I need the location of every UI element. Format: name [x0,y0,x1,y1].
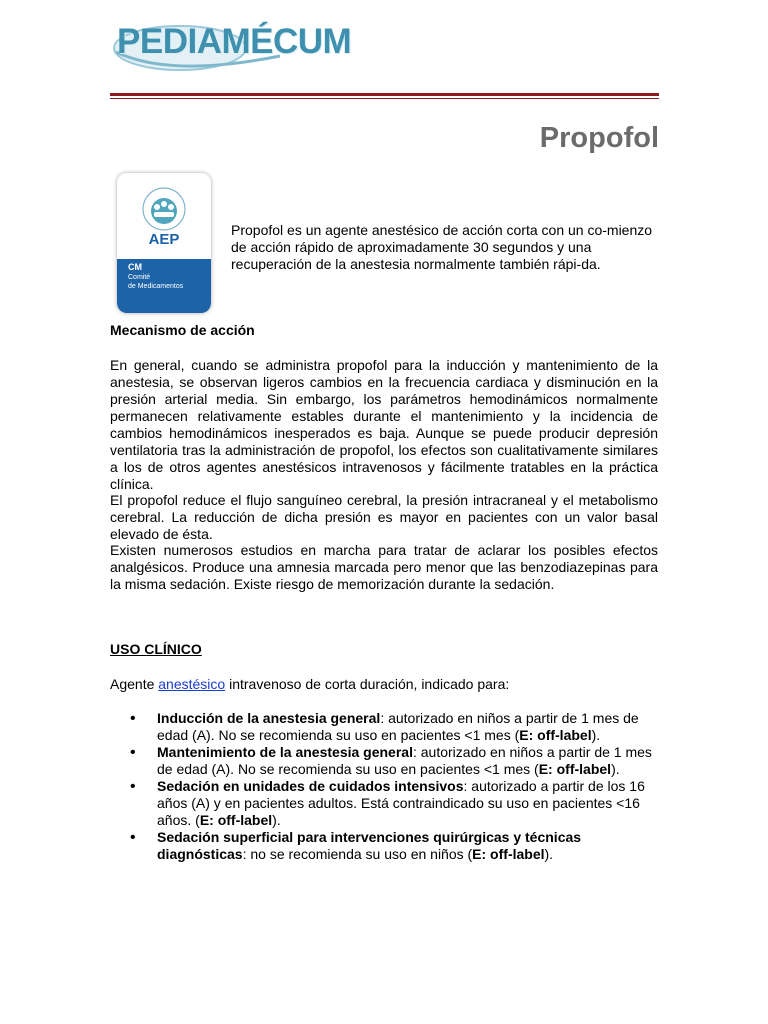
bullet-icon: • [130,829,136,846]
item-title: Sedación en unidades de cuidados intensivos [157,778,464,794]
mecanismo-heading: Mecanismo de acción [110,322,255,338]
logo-text: PEDIAMÉCUM [117,22,352,61]
item-text: : autorizado en niños a partir de 1 mes de edad (A). No se recomienda su uso en pacientes <1 mes ( [157,744,652,777]
list-item [110,778,660,829]
badge-line2: de Medicamentos [128,283,184,290]
page-title: Propofol [539,122,659,154]
intro-text: Propofol es un agente anestésico de acción corta con un co-mienzo de acción rápido de aproximadamente 30 segundos y una recuperación de la anestesia normalmente también rápi-da. [231,222,653,272]
agente-suffix: intravenoso de corta duración, indicado para: [225,676,510,692]
item-title: Sedación superficial para intervenciones quirúrgicas y técnicas diagnósticas [157,829,582,862]
bullet-icon: • [130,710,136,727]
aep-emblem-icon [117,173,211,233]
badge-line1: Comité [128,274,151,281]
aep-badge [117,173,211,313]
item-text: : autorizado a partir de los 16 años (A) y en pacientes adultos. Está contraindicado su uso en pacientes <16 años. ( [157,778,645,828]
bullet-icon: • [130,778,136,795]
item-tag: E: off-label [199,812,273,828]
indications-list [110,710,660,863]
mecanismo-paragraph-1: En general, cuando se administra propofol para la inducción y mantenimiento de la anestesia, se observan ligeros cambios en la frecuencia cardiaca y disminución en la presión arterial media. Sin embargo, los parámetros hemodinámicos normalmente permanecen relativamente estables durante el mantenimiento y la incidencia de cambios hemodinámicos inesperados es baja. Aunque se puede producir depresión ventilatoria tras la administración de propofol, los efectos son cualitativamente similares a los de otros agentes anestésicos intravenosos y fácilmente tratables en la práctica clínica. [110,357,658,492]
anestesico-link[interactable]: anestésico [158,676,226,692]
item-end: ). [611,761,620,777]
item-end: ). [591,727,601,743]
item-tag: E: off-label [519,727,592,743]
list-item [110,744,660,778]
mecanismo-paragraph-3: Existen numerosos estudios en marcha para tratar de aclarar los posibles efectos analgésicos. Produce una amnesia marcada pero menor que las benzodiazepinas para la misma sedación. Existe riesgo de memorización durante la sedación. [110,542,658,592]
item-title: Inducción de la anestesia general [157,710,381,726]
bullet-icon: • [130,744,136,761]
agente-prefix: Agente [110,676,159,692]
badge-acronym: AEP [148,231,180,248]
item-text: : no se recomienda su uso en niños ( [242,846,473,862]
item-title: Mantenimiento de la anestesia general [157,744,413,760]
list-item [110,829,660,863]
item-end: ). [272,812,281,828]
item-tag: E: off-label [538,761,612,777]
mecanismo-paragraph-2: El propofol reduce el flujo sanguíneo cerebral, la presión intracraneal y el metabolismo cerebral. La reducción de dicha presión es mayor en pacientes con un valor basal elevado de ésta. [110,492,658,542]
header-rule [110,93,659,96]
uso-clinico-heading: USO CLÍNICO [110,641,202,657]
list-item [110,710,660,744]
item-tag: E: off-label [472,846,545,862]
agente-line [110,676,509,692]
badge-cm: CM [128,262,142,272]
header-rule-thin [110,98,659,99]
item-end: ). [544,846,554,862]
item-text: : autorizado en niños a partir de 1 mes de edad (A). No se recomienda su uso en pacientes <1 mes ( [157,710,639,743]
